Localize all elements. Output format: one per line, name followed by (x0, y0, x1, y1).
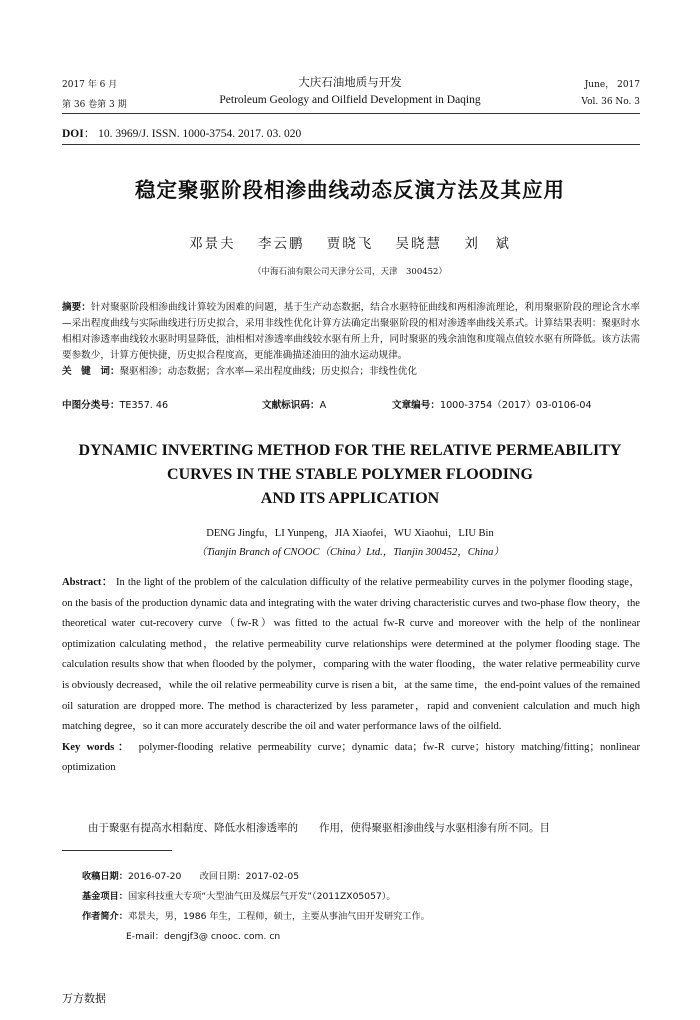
article-number-label: 文章编号： (392, 400, 440, 411)
footnote-label: 基金项目： (82, 891, 128, 902)
doc-code-value: A (319, 400, 327, 411)
footnote-author-bio (82, 908, 430, 922)
title-en-line: AND ITS APPLICATION (260, 490, 440, 507)
header-volume-en: Vol. 36 No. 3 (581, 97, 640, 107)
author-cn: 李云鹏 (257, 236, 305, 252)
journal-title-en: Petroleum Geology and Oilfield Development in Daqing (219, 94, 481, 106)
author-cn: 吴晓慧 (395, 236, 443, 252)
abstract-cn-text: 针对聚驱阶段相渗曲线计算较为困难的问题，基于生产动态数据，结合水驱特征曲线和两相渗流理论，利用聚驱阶段的理论含水率—采出程度曲线与实际曲线进行历史拟合，采用非线性优化计算方法确定出聚驱阶段的相对渗透率曲线关系式。计算结果表明：聚驱时水相相对渗透率曲线较水驱时明显降低，油相相对渗透率曲线较水驱有所上升，同时聚驱的残余油饱和度端点值较水驱有所降低。该方法需要参数少，计算方便快捷，历史拟合程度高，更能准确描述油田的油水运动规律。 (62, 302, 641, 361)
journal-title-cn: 大庆石油地质与开发 (298, 75, 402, 89)
header-volume-cn: 第 36 卷第 3 期 (62, 100, 127, 110)
article-title-en (0, 439, 700, 511)
authors-cn (0, 232, 700, 252)
footnote-text: 邓景夫，男，1986 年生，工程师，硕士，主要从事油气田开发研究工作。 (127, 911, 430, 922)
affiliation-en: （Tianjin Branch of CNOOC（China）Ltd.，Tianjin 300452，China） (196, 547, 504, 558)
footnote-received (82, 868, 299, 882)
header-date-cn: 2017 年 6 月 (62, 80, 118, 90)
title-en-line: CURVES IN THE STABLE POLYMER FLOODING (167, 466, 533, 483)
body-text-first-line: 由于聚驱有提高水相黏度、降低水相渗透率的 作用，使得聚驱相渗曲线与水驱相渗有所不同。目 (88, 822, 550, 834)
watermark-text: 万方数据 (62, 992, 106, 1005)
keywords-cn-label: 关 键 词： (62, 366, 120, 377)
abstract-cn-label: 摘要： (62, 302, 91, 313)
doi-label: DOI (62, 128, 84, 140)
footnote-funding (82, 888, 396, 902)
author-cn: 邓景夫 (189, 236, 236, 252)
title-en-line: DYNAMIC INVERTING METHOD FOR THE RELATIVE PERMEABILITY (78, 442, 622, 459)
footnote-text: 国家科技重大专项“大型油气田及煤层气开发”（2011ZX05057）。 (127, 891, 396, 902)
article-number-value: 1000-3754（2017）03-0106-04 (439, 400, 592, 411)
keywords-en-label: Key words： (62, 741, 133, 753)
header-date-en: June， 2017 (584, 80, 640, 90)
doc-code-label: 文献标识码： (262, 400, 320, 411)
abstract-en (62, 573, 640, 779)
doi-value[interactable]: 10. 3969/J. ISSN. 1000-3754. 2017. 03. 020 (98, 128, 302, 140)
abstract-en-label: Abstract： (62, 577, 113, 588)
clc-label: 中图分类号： (62, 400, 120, 411)
affiliation-cn: （中海石油有限公司天津分公司，天津 300452） (253, 267, 447, 277)
footnote-label: 收稿日期： (82, 871, 128, 882)
keywords-cn-text: 聚驱相渗；动态数据；含水率—采出程度曲线；历史拟合；非线性优化 (119, 366, 417, 377)
author-cn: 贾晓飞 (326, 236, 374, 252)
doi-line: DOI： 10. 3969/J. ISSN. 1000-3754. 2017. 03. 020 (62, 128, 302, 140)
authors-en: DENG Jingfu，LI Yunpeng，JIA Xiaofei，WU Xiaohui，LIU Bin (206, 528, 494, 539)
abstract-en-text: In the light of the problem of the calculation difficulty of the relative permeability curves in the polymer flooding stage，on the basis of the production dynamic data and integrating with the water driving characteristic curves and two-phase flow theory，the theoretical water cut-recovery curve（fw-R）was fitted to the actual fw-R curve and moreover with the help of the nonlinear optimization calculating method，the relative permeability curve relationships were determined at the polymer flooding stage. The calculation results show that when flooded by the polymer，comparing with the water flooding，the water relative permeability curve is obviously decreased，while the oil relative permeability curve is risen a bit，at the same time，the end-point values of the remained oil saturation are dropped more. The method is characterized by less parameter，rapid and convenient calculation and much high matching degree，so it can more accurately describe the oil and water performance laws of the oilfield. (62, 577, 640, 733)
footnote-text: 2016-07-20 改回日期：2017-02-05 (127, 871, 300, 882)
author-email[interactable]: E-mail：dengjf3@ cnooc. com. cn (126, 931, 281, 942)
article-title-cn: 稳定聚驱阶段相渗曲线动态反演方法及其应用 (135, 178, 565, 202)
doi-rule (62, 144, 640, 145)
header-rule (62, 113, 640, 114)
keywords-en-text: polymer-flooding relative permeability curve；dynamic data；fw-R curve；history matching/fitting；nonlinear optimization (62, 741, 640, 774)
author-cn: 刘 斌 (464, 236, 511, 252)
footnote-label: 作者简介： (82, 911, 128, 922)
footnote-rule (62, 850, 172, 851)
abstract-cn (62, 300, 640, 380)
clc-value: TE357. 46 (119, 400, 169, 411)
